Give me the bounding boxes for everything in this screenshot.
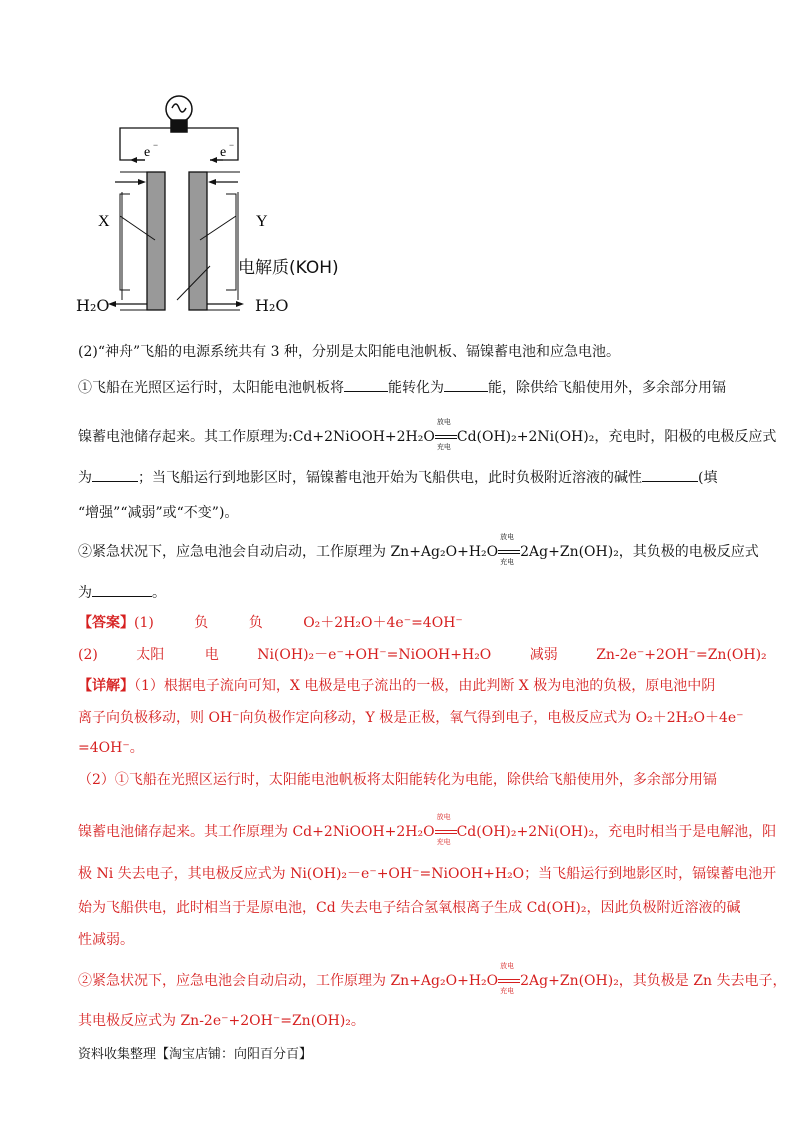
answer-row-2: (2) 太阳 电 Ni(OH)₂－e⁻+OH⁻=NiOOH+H₂O 减弱 Zn-2e⁻+2OH⁻=Zn(OH)₂ <box>78 647 767 663</box>
h2o-right-label: H₂O <box>255 296 289 315</box>
svg-text:−: − <box>229 140 235 150</box>
electrode-x <box>147 172 165 310</box>
lightbulb-icon <box>166 96 192 132</box>
question-line-3: 为 ；当飞船运行到地影区时，镉镍蓄电池开始为飞船供电，此时负极附近溶液的碱性 (填 <box>78 467 717 488</box>
svg-text:−: − <box>153 140 159 150</box>
detail-line-10: 其电极反应式为 Zn-2e⁻+2OH⁻=Zn(OH)₂。 <box>78 1013 365 1029</box>
reversible-arrow-icon: 放电 充电 <box>435 824 457 840</box>
detail-line-9: ②紧急状况下，应急电池会自动启动，工作原理为 Zn+Ag₂O+H₂O 放电 充电 2Ag+Zn(OH)₂，其负极是 Zn 失去电子， <box>78 962 787 995</box>
label-x: X <box>98 213 110 230</box>
reversible-arrow-icon: 放电 充电 <box>435 429 457 445</box>
footer-source: 资料收集整理【淘宝店铺：向阳百分百】 <box>78 1047 313 1062</box>
question-line-2: 镍蓄电池储存起来。其工作原理为:Cd+2NiOOH+2H₂O 放电 充电 Cd(OH)₂+2Ni(OH)₂，充电时，阳极的电极反应式 <box>78 418 777 451</box>
electrode-y <box>189 172 207 310</box>
question-line-1: ①飞船在光照区运行时，太阳能电池帆板将 能转化为 能，除供给飞船使用外，多余部分用镉 <box>78 377 726 398</box>
electron-label-left: e <box>144 145 151 160</box>
detail-line-2: 离子向负极移动，则 OH⁻向负极作定向移动，Y 极是正极，氧气得到电子，电极反应式为 O₂＋2H₂O＋4e⁻ <box>78 710 744 726</box>
question-line-6: 为 。 <box>78 582 166 603</box>
h2o-left-label: H₂O <box>76 296 110 315</box>
reversible-arrow-icon: 放电 充电 <box>498 973 520 989</box>
detail-line-3: =4OH⁻。 <box>78 740 144 756</box>
question-line-4: “增强”“减弱”或“不变”)。 <box>78 505 239 521</box>
detail-line-6: 极 Ni 失去电子，其电极反应式为 Ni(OH)₂－e⁻+OH⁻=NiOOH+H₂O；当飞船运行到地影区时，镉镍蓄电池开 <box>78 866 777 882</box>
question-line-5: ②紧急状况下，应急电池会自动启动，工作原理为 Zn+Ag₂O+H₂O 放电 充电 2Ag+Zn(OH)₂，其负极的电极反应式 <box>78 533 759 566</box>
electrolyte-label: 电解质(KOH) <box>238 258 339 278</box>
label-y: Y <box>256 213 268 230</box>
detail-line-7: 始为飞船供电，此时相当于是原电池，Cd 失去电子结合氢氧根离子生成 Cd(OH)₂，因此负极附近溶液的碱 <box>78 900 741 916</box>
detail-line-4: （2）①飞船在光照区运行时，太阳能电池帆板将太阳能转化为电能，除供给飞船使用外，多余部分用镉 <box>78 772 717 788</box>
fuel-cell-diagram <box>60 90 390 325</box>
detail-line-1: 【详解】（1）根据电子流向可知，X 电极是电子流出的一极，由此判断 X 极为电池的负极，原电池中阴 <box>78 678 716 694</box>
detail-line-5: 镍蓄电池储存起来。其工作原理为 Cd+2NiOOH+2H₂O 放电 充电 Cd(OH)₂+2Ni(OH)₂，充电时相当于是电解池，阳 <box>78 813 777 846</box>
electron-label-right: e <box>220 145 227 160</box>
reversible-arrow-icon: 放电 充电 <box>498 544 520 560</box>
answer-row-1: 【答案】(1) 负 负 O₂＋2H₂O＋4e⁻=4OH⁻ <box>78 615 463 631</box>
question-intro: (2)“神舟”飞船的电源系统共有 3 种，分别是太阳能电池帆板、镉镍蓄电池和应急电池。 <box>78 344 620 360</box>
detail-line-8: 性减弱。 <box>78 932 134 948</box>
